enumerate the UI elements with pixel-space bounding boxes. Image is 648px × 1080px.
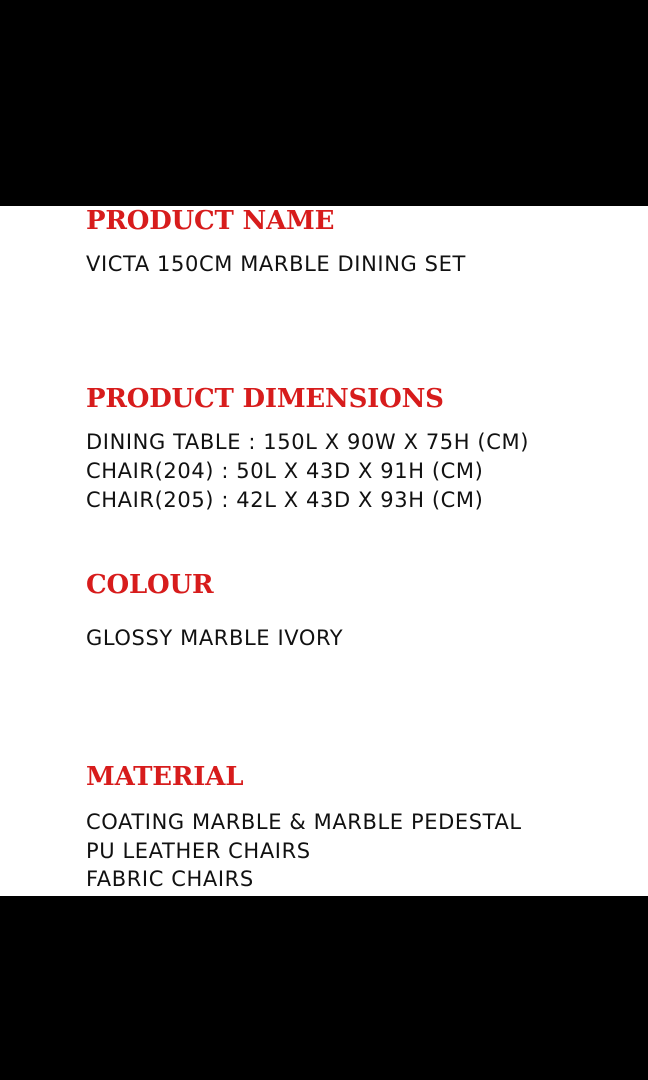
material-line-coating: COATING MARBLE & MARBLE PEDESTAL [86,810,522,834]
product-name-value: VICTA 150CM MARBLE DINING SET [86,252,466,276]
material-heading: MATERIAL [86,762,244,792]
material-line-fabric: FABRIC CHAIRS [86,867,254,891]
colour-heading: COLOUR [86,570,214,600]
dimensions-chair-204: CHAIR(204) : 50L X 43D X 91H (CM) [86,459,484,483]
colour-value: GLOSSY MARBLE IVORY [86,626,344,650]
product-name-heading: PRODUCT NAME [86,206,335,236]
product-info-panel [0,206,648,896]
dimensions-dining-table: DINING TABLE : 150L X 90W X 75H (CM) [86,430,529,454]
product-dimensions-heading: PRODUCT DIMENSIONS [86,384,444,414]
dimensions-chair-205: CHAIR(205) : 42L X 43D X 93H (CM) [86,488,484,512]
material-line-pu-leather: PU LEATHER CHAIRS [86,839,311,863]
